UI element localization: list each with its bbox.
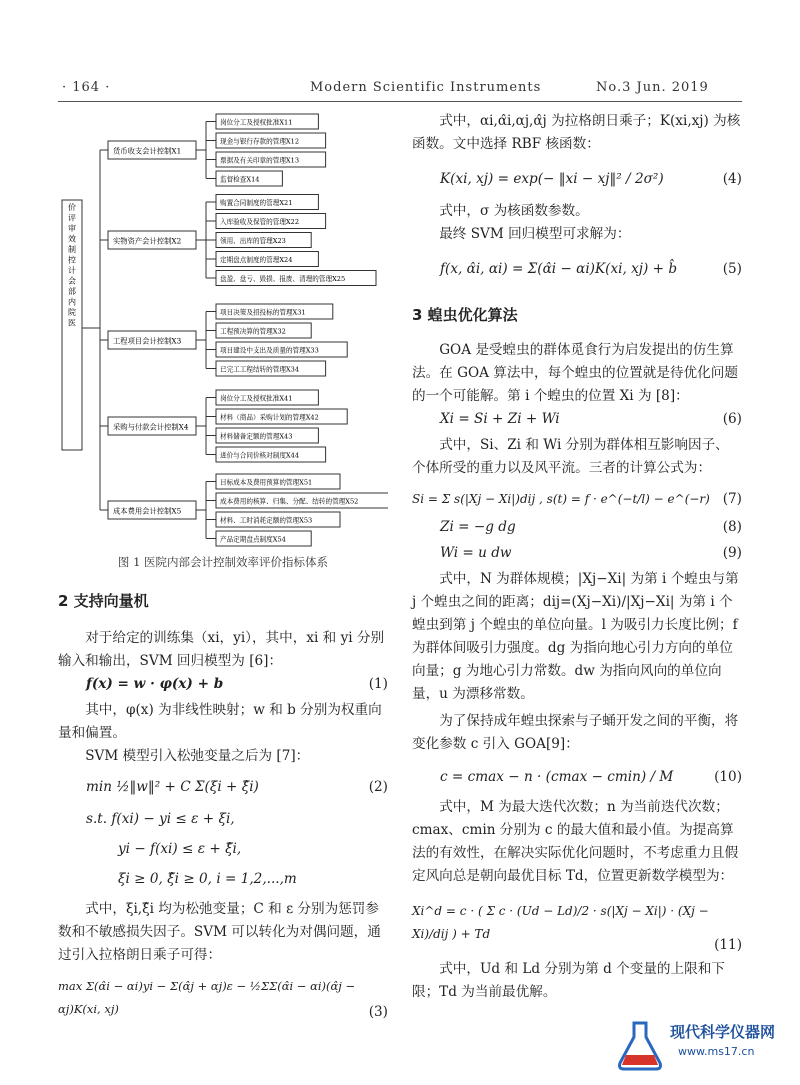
flask-icon	[612, 1017, 668, 1073]
indicator-label: 盘盈、盘亏、毁损、报废、清理的管理X25	[220, 275, 346, 283]
paragraph: 其中，φ(x) 为非线性映射；w 和 b 分别为权重向量和偏置。	[58, 702, 382, 741]
equation-6: Xi = Si + Zi + Wi (6)	[440, 411, 742, 427]
root-label: 价评审效制控计会部内院医	[68, 203, 76, 328]
paragraph: 式中，M 为最大迭代次数；n 为当前迭代次数；cmax、cmin 分别为 c 的最大值和最小值。为提高算法的有效性，在解决实际优化问题时，不考虑重力且假定风向总是朝向最优目标 Td，位置更新数学模型为：	[412, 799, 739, 884]
constraint-3: ξi ≥ 0, ξ̂i ≥ 0, i = 1,2,...,m	[118, 871, 297, 887]
indicator-label: 岗位分工及授权批准X41	[220, 394, 293, 403]
equation-7: Si = Σ s(|Xj − Xi|)dij , s(t) = f · e^(−t/l) − e^(−r) (7)	[412, 491, 742, 507]
equation-2: min ½‖w‖² + C Σ(ξi + ξ̂i) (2)	[86, 779, 388, 795]
equation-5: f(x, α̂i, αi) = Σ(α̂i − αi)K(xi, xj) + b̂ (5)	[440, 261, 742, 277]
indicator-tree-diagram	[58, 108, 388, 548]
paragraph: SVM 模型引入松弛变量之后为 [7]：	[85, 748, 310, 764]
category-label: 货币收支会计控制X1	[113, 146, 182, 156]
category-label: 采购与付款会计控制X4	[113, 422, 189, 432]
paragraph: 式中，Ud 和 Ld 分别为第 d 个变量的上限和下限；Td 为当前最优解。	[412, 961, 725, 1000]
equation-1: f(x) = w · φ(x) + b (1)	[86, 676, 388, 692]
section-heading-3: 3 蝗虫优化算法	[412, 306, 518, 324]
paragraph: 式中，ξi,ξ̂i 均为松弛变量；C 和 ε 分别为惩罚参数和不敏感损失因子。SVM 可以转化为对偶问题，通过引入拉格朗日乘子可得：	[58, 901, 381, 963]
figure-caption: 图 1 医院内部会计控制效率评价指标体系	[117, 555, 329, 569]
left-column	[58, 590, 388, 1025]
equation-11-number: (11)	[714, 937, 742, 953]
figure-1	[58, 108, 388, 548]
indicator-label: 监督检查X14	[220, 175, 260, 184]
indicator-label: 岗位分工及授权批准X11	[220, 118, 293, 127]
equation-10: c = cmax − n · (cmax − cmin) / M (10)	[440, 769, 742, 785]
paragraph: GOA 是受蝗虫的群体觅食行为启发提出的仿生算法。在 GOA 算法中，每个蝗虫的位置就是待优化问题的一个可能解。第 i 个蝗虫的位置 Xi 为 [8]：	[412, 342, 738, 404]
tree-branches	[100, 114, 388, 546]
constraint-2: yi − f(xi) ≤ ε + ξ̂i,	[118, 841, 242, 857]
paragraph: 对于给定的训练集（xi，yi），其中，xi 和 yi 分别输入和输出，SVM 回归模型为 [6]：	[58, 630, 385, 669]
equation-3-number: (3)	[368, 1004, 388, 1020]
paragraph: 式中，σ 为核函数参数。	[439, 203, 589, 219]
indicator-label: 项目决策及招投标的管理X31	[220, 308, 306, 317]
category-label: 实物资产会计控制X2	[113, 236, 182, 246]
indicator-label: 产品定期盘点制度X54	[220, 535, 286, 544]
paragraph: 式中，N 为群体规模；|Xj−Xi| 为第 i 个蝗虫与第 j 个蝗虫之间的距离；dij=(Xj−Xi)/|Xj−Xi| 为第 i 个蝗虫到第 j 个蝗虫的单位向量。l 为吸引力长度比例；f 为群体间吸引力强度。dg 为指向地心引力方向的单位向量；g 为地心引力常数。dw 为指向风向的单位向量，u 为漂移常数。	[412, 571, 739, 702]
equation-9: Wi = u dw (9)	[440, 545, 742, 561]
site-logo	[612, 1017, 782, 1073]
indicator-label: 目标成本及费用预算的管理X51	[220, 478, 313, 487]
indicator-label: 材料、工时消耗定额的管理X53	[220, 516, 313, 525]
issue-info: No.3 Jun. 2019	[596, 80, 709, 95]
paragraph: 最终 SVM 回归模型可求解为：	[439, 226, 631, 242]
indicator-label: 项目建设中支出及质量的管理X33	[220, 346, 319, 355]
section-heading-2: 2 支持向量机	[58, 592, 149, 610]
paragraph: 式中，αi,α̂i,αj,α̂j 为拉格朗日乘子；K(xi,xj) 为核函数。文中选择 RBF 核函数：	[412, 113, 741, 152]
indicator-label: 领用、出库的管理X23	[220, 237, 286, 245]
indicator-label: 材料储备定额的管理X43	[220, 432, 293, 441]
indicator-label: 现金与银行存款的管理X12	[220, 137, 300, 146]
equation-8: Zi = −g dg (8)	[440, 519, 742, 535]
category-label: 成本费用会计控制X5	[113, 506, 182, 516]
indicator-label: 入库验收及保管的管理X22	[220, 218, 300, 226]
indicator-label: 定期盘点制度的管理X24	[220, 256, 293, 264]
indicator-label: 成本费用的核算、归集、分配、结转的管理X52	[220, 497, 359, 506]
right-column	[412, 110, 742, 1004]
equation-11: Xi^d = c · ( Σ c · (Ud − Ld)/2 · s(|Xj − Xi|) · (Xj − Xi)/dij ) + Td	[412, 904, 709, 941]
indicator-label: 购置合同制度的管理X21	[220, 199, 293, 207]
logo-url: www.ms17.cn	[678, 1045, 755, 1058]
logo-name: 现代科学仪器网	[670, 1023, 776, 1041]
indicator-label: 已完工工程结转的管理X34	[220, 365, 300, 374]
header-rule	[58, 101, 742, 102]
indicator-label: 进价与合同价核对制度X44	[220, 451, 300, 460]
indicator-label: 工程预决算的管理X32	[220, 327, 286, 336]
equation-4: K(xi, xj) = exp(− ‖xi − xj‖² / 2σ²) (4)	[440, 171, 742, 187]
indicator-label: 材料（商品）采购计划的管理X42	[220, 413, 319, 422]
indicator-label: 票据及有关印章的管理X13	[220, 156, 300, 165]
paragraph: 式中，Si、Zi 和 Wi 分别为群体相互影响因子、个体所受的重力以及风平流。三者的计算公式为：	[412, 437, 729, 476]
equation-3: max Σ(α̂i − αi)yi − Σ(α̂j + αj)ε − ½ΣΣ(α̂i − αi)(α̂j − αj)K(xi, xj)	[58, 979, 356, 1016]
journal-title: Modern Scientific Instruments	[310, 80, 542, 95]
category-label: 工程项目会计控制X3	[113, 336, 182, 346]
paragraph: 为了保持成年蝗虫探索与子蛹开发之间的平衡，将变化参数 c 引入 GOA[9]：	[412, 713, 739, 752]
page-number: · 164 ·	[62, 80, 111, 95]
constraint-1: s.t. f(xi) − yi ≤ ε + ξi,	[86, 811, 235, 827]
